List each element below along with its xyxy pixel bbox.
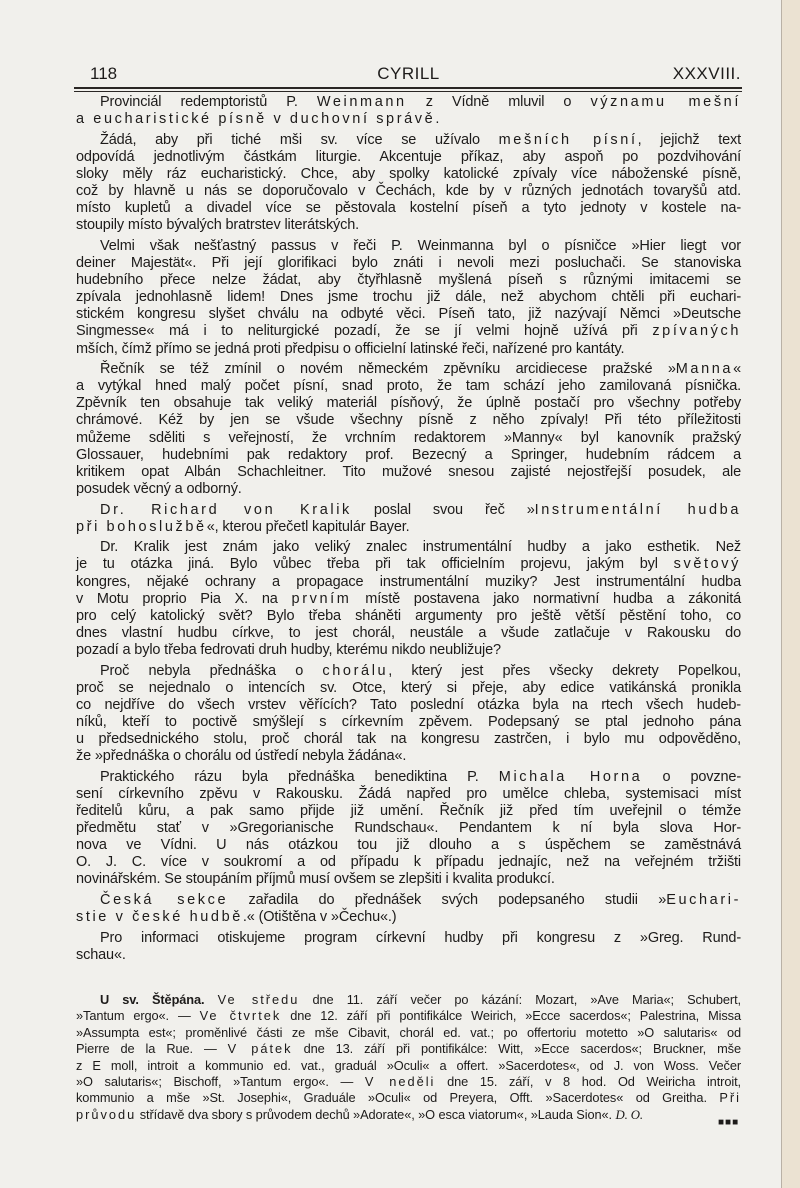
italic-signature: D. O. [615, 1107, 644, 1122]
text-run: kongres, nějaké ochrany a propagace instrumentální muziky? Jest instrumentální hudba [76, 573, 741, 590]
text-run: co nejdříve do všech vrstev věřících? Tato poslední otázka byla na rtech všech hudeb- [76, 696, 741, 713]
text-line [76, 323, 741, 340]
text-run: O. J. C. více v soukromí a od případu k případu jednajíc, než na veřejném tržišti [76, 854, 741, 871]
text-line [76, 663, 741, 680]
text-run: novinářském. Se stoupáním příjmů musí ovšem se zlepšiti i kvalita produkcí. [76, 871, 555, 888]
text-line [76, 94, 741, 111]
paragraph [76, 892, 741, 926]
header-rule-thin [74, 91, 742, 92]
text-line [76, 289, 741, 306]
text-run: posudek věcný a odborný. [76, 480, 242, 497]
text-line [76, 769, 741, 786]
text-run: kritikem opat Albán Schachleitner. Tito mužové snesou zajisté nejostřejší posudek, ale [76, 463, 741, 480]
text-line [76, 200, 741, 217]
footnote-line [76, 1041, 741, 1057]
footnote-line [76, 1107, 741, 1123]
page-number: 118 [90, 64, 118, 83]
text-run: Pierre de la Rue. — [76, 1041, 228, 1057]
text-line [76, 697, 741, 714]
text-run: Dr. Kralik jest znám jako veliký znalec instrumentální hudby a jako esthetik. Než [100, 539, 741, 556]
spaced-emphasis: chorálu [322, 662, 389, 679]
spaced-emphasis: světový [673, 556, 741, 573]
text-run: deiner Majestät«. Při její glorifikaci bylo znáti i nevoli mezi posluchači. Se stanoviska [76, 255, 741, 272]
text-line [76, 395, 741, 412]
spaced-emphasis: Ve středu [217, 992, 300, 1007]
text-run: je tu otázka jiná. Bylo vůbec třeba při tak officielním projevu, jakým byl [76, 556, 674, 573]
spaced-emphasis: významu mešní [590, 94, 741, 110]
text-line [76, 464, 741, 481]
spaced-emphasis: V neděli [364, 1073, 436, 1089]
text-run: místo kupletů a divadel více se pěstovala kostelní píseň a tyto jednoty v kostele na- [76, 200, 741, 217]
text-run: předmětu stať v »Gregorianische Rundschau«. Pendantem k ní byla slova Hor- [76, 820, 741, 836]
paragraph [76, 132, 741, 235]
text-run: ředitelů kůru, a pak samo přijde již umění. Řečník již před tím uveřejnil o témže [76, 802, 741, 819]
paragraph [76, 539, 741, 659]
text-run: stoupily místo bývalých bratrstev literátských. [76, 217, 360, 234]
text-line [76, 591, 741, 608]
text-run: poslal svou řeč » [351, 501, 535, 518]
footnote-line [76, 1008, 741, 1024]
text-line [76, 378, 741, 395]
spaced-emphasis: Dr. Richard von Kralik [100, 501, 352, 518]
text-run: o povzne- [642, 768, 741, 785]
bold-heading: U sv. Štěpána. [100, 992, 205, 1007]
text-run: zpívala jednohlasně lidem! Dnes jsme trochu již dále, než abychom chtěli při euchari- [76, 289, 741, 306]
text-line [76, 166, 741, 183]
text-run: «, kterou přečetl kapitulár Bayer. [206, 518, 410, 535]
text-run: kommunio a mše »St. Josephi«, Graduále »Oculi« od Preyera, Offt. »Sacerdotes« od Greitha. [76, 1090, 720, 1106]
spaced-emphasis: Při [719, 1090, 741, 1106]
text-run: proč se nejednalo o intencích sv. Otce, který si přeje, aby edice vatikánská pronikla [76, 679, 741, 696]
text-run: sloky měly ráz eucharistický. Chce, aby spolky katolické zpívaly více náboženské písně, [76, 165, 741, 182]
footnote-line [76, 1058, 741, 1074]
spaced-emphasis: mešních písní [498, 131, 638, 148]
paragraph [76, 361, 741, 498]
text-run: Glossauer, hudebními pak redaktory prof. Bezecný a Springer, hudebním rádcem a [76, 446, 741, 463]
text-run: můžeme sděliti s veřejností, že vrchním redaktorem »Manny« byl kanovník pražský [76, 429, 741, 446]
spaced-emphasis: průvodu [76, 1106, 137, 1122]
text-line [76, 947, 741, 964]
running-header [76, 64, 741, 86]
spaced-emphasis: Michala Horna [498, 768, 643, 785]
footnote-line [76, 1090, 741, 1106]
text-line [76, 714, 741, 731]
text-run: níků, kteří to poctivě smýšlejí s církevním zpěvem. Podepsaný se ptal jednoho pána [76, 713, 741, 730]
text-line [76, 412, 741, 429]
header-rule-thick [74, 87, 742, 89]
text-run: což by hlavně u nás se doporučovalo v Čechách, kde by v různých jednotách tovaryšů atd. [76, 183, 741, 200]
text-run: sení církevního zpěvu v Rakousku. Žádá napřed pro umělce chleba, systemisaci míst [76, 785, 741, 802]
spaced-emphasis: a eucharistické písně v duchovní správě [76, 111, 436, 128]
spaced-emphasis: Česká sekce [100, 891, 229, 908]
text-run: mších, čímž přímo se jedná proti předpisu o officielní latinské řeči, nařízené pro kantáty. [76, 340, 625, 357]
text-run: hudebního přece nelze žádat, aby čtyřhlasně myšlená píseň s různými imitacemi se [76, 272, 741, 289]
text-line [76, 502, 741, 519]
footnote-line [76, 1074, 741, 1090]
text-line [76, 132, 741, 149]
spaced-emphasis: Euchari- [666, 891, 741, 908]
text-line [76, 574, 741, 591]
text-line [76, 820, 741, 837]
text-line [76, 183, 741, 200]
text-line [76, 149, 741, 166]
text-run [205, 992, 218, 1007]
text-run: z Vídně mluvil o [406, 94, 591, 110]
paragraph [76, 502, 741, 536]
paragraph [76, 663, 741, 766]
text-run: Řečník se též zmínil o novém německém zpěvníku arcidiecese pražské » [100, 361, 676, 378]
text-run: Velmi však nešťastný passus v řeči P. Weinmanna byl o písničce »Hier liegt vor [100, 237, 741, 254]
program-footnote [76, 992, 741, 1123]
text-line [76, 871, 741, 888]
paragraph [76, 769, 741, 889]
text-run: . [435, 111, 440, 128]
paragraph [76, 94, 741, 128]
text-line [76, 556, 741, 573]
text-run: , který jest přes všecky dekrety Popelkou, [388, 662, 741, 679]
text-run: místě postavena jako normativní hudba a zákonitá [351, 590, 741, 607]
text-line [76, 361, 741, 378]
paragraph [76, 930, 741, 964]
paragraph [76, 238, 741, 358]
text-run: Proč nebyla přednáška o [100, 662, 323, 679]
text-run: v Motu proprio Pia X. na [76, 590, 292, 607]
spaced-emphasis: V pátek [227, 1041, 293, 1057]
text-run: »O salutaris«; Bischoff, »Tantum ergo«. — [76, 1073, 365, 1089]
text-run: dne 12. září při pontifikálce Weirich, »Ecce sacerdos«; Palestrina, Missa [281, 1008, 741, 1024]
end-mark: ■■■ [718, 1117, 740, 1128]
spaced-emphasis: zpívaných [652, 323, 741, 340]
text-run: střídavě dva sbory s průvodem dechů »Adorate«, »O esca viatorum«, »Lauda Sion«. [136, 1106, 616, 1122]
text-line [76, 430, 741, 447]
text-line [76, 786, 741, 803]
spaced-emphasis: stie v české hudbě [76, 909, 243, 926]
text-line [76, 892, 741, 909]
text-run: »Assumpta est«; proměnlivé části ze mše Cibavit, chorál ed. vat.; po offertoriu motetto »O salutaris« od [76, 1024, 741, 1040]
text-run: pozadí a bylo třeba fedrovati druh hudby, kterému nikdo neubližuje? [76, 641, 501, 658]
text-line [76, 731, 741, 748]
text-line [76, 837, 741, 854]
text-run: že »přednáška o chorálu od ústředí nebyla žádána«. [76, 748, 407, 765]
text-run: Pro informaci otiskujeme program církevní hudby při kongresu z »Greg. Rund- [100, 929, 741, 946]
text-run: odpovídá jednotlivým částkám liturgie. Akcentuje příkaz, aby aspoň po pozdvihování [76, 148, 741, 165]
text-run: dnes vlastní hudbu církve, to jest chorál, neustále a všude zatlačuje v Rakousku do [76, 624, 741, 641]
text-run: « [733, 361, 741, 378]
text-run: a vytýkal hned malý počet písní, snad proto, že tam schází jeho zamilovaná písnička. [76, 378, 741, 395]
spaced-emphasis: prvním [291, 590, 352, 607]
spaced-emphasis: při bohoslužbě [76, 518, 207, 535]
footnote-line [76, 992, 741, 1008]
text-run: dne 13. září při pontifikálce: Witt, »Ecce sacerdos«; Bruckner, mše [292, 1041, 741, 1057]
text-line [76, 642, 741, 659]
text-run: , jejichž text [637, 131, 741, 148]
article-body [76, 94, 741, 968]
text-run: »Tantum ergo«. — [76, 1008, 200, 1024]
text-run: z E moll, introit a kommunio ed. vat., graduál »Oculi« a offert. »Sacerdotes«, od J. von Woss. Večer [76, 1057, 741, 1073]
text-run: Zpěvník ten obsahuje tak veliký materiál písňový, že úplně postačí pro všechny potřeby [76, 395, 741, 412]
text-run: Žádá, aby při tiché mši sv. více se užívalo [100, 131, 499, 148]
text-run: dne 11. září večer po kázání: Mozart, »Ave Maria«; Schubert, [299, 992, 741, 1007]
text-line [76, 519, 741, 536]
text-line [76, 481, 741, 498]
text-line [76, 539, 741, 556]
text-line [76, 306, 741, 323]
text-run: .« (Otištěna v »Čechu«.) [242, 909, 397, 926]
text-line [76, 238, 741, 255]
text-line [76, 217, 741, 234]
text-line [76, 854, 741, 871]
text-line [76, 341, 741, 358]
text-line [76, 909, 741, 926]
text-line [76, 447, 741, 464]
text-run: chrámové. Kéž by jen se všude všechny písně z něho zpívaly! Při této příležitosti [76, 412, 741, 429]
text-line [76, 272, 741, 289]
spaced-emphasis: Weinmann [316, 94, 407, 110]
text-run: Singmesse« má i to neliturgické pozadí, že se jí velmi hojně užívá při [76, 323, 653, 340]
text-line [76, 748, 741, 765]
text-line [76, 930, 741, 947]
text-line [76, 680, 741, 697]
text-line [76, 255, 741, 272]
journal-title: CYRILL [377, 64, 440, 83]
text-run: dne 15. září, v 8 hod. Od Weiricha introit, [435, 1073, 741, 1089]
page-edge [781, 0, 800, 1188]
text-run: schau«. [76, 946, 126, 963]
text-run: pro celý katolický svět? Bylo třeba sháněti argumenty pro ještě větší pěstění toho, co [76, 607, 741, 624]
text-run: u předsednického stolu, proč chorál tak na kongresu zastrčen, i bylo mu odpověděno, [76, 730, 741, 747]
text-run: nova ve Vídni. U nás otázkou tou již dlouho a s úspěchem se zaměstnává [76, 837, 741, 854]
volume-number: XXXVIII. [672, 64, 741, 83]
text-run: Provinciál redemptoristů P. [100, 94, 317, 110]
spaced-emphasis: Manna [675, 361, 734, 378]
spaced-emphasis: Instrumentální hudba [534, 501, 742, 518]
text-run: zařadila do přednášek svých podepsaného studii » [228, 891, 667, 908]
text-line [76, 608, 741, 625]
text-line [76, 803, 741, 820]
text-run: stickém kongresu slyšet chválu na odbyté věci. Píseň tato, již nazývají Němci »Deutsche [76, 306, 741, 323]
spaced-emphasis: Ve čtvrtek [199, 1008, 282, 1024]
text-line [76, 625, 741, 642]
text-line [76, 111, 741, 128]
footnote-line [76, 1025, 741, 1041]
text-run: Praktického rázu byla přednáška benediktina P. [100, 768, 499, 785]
